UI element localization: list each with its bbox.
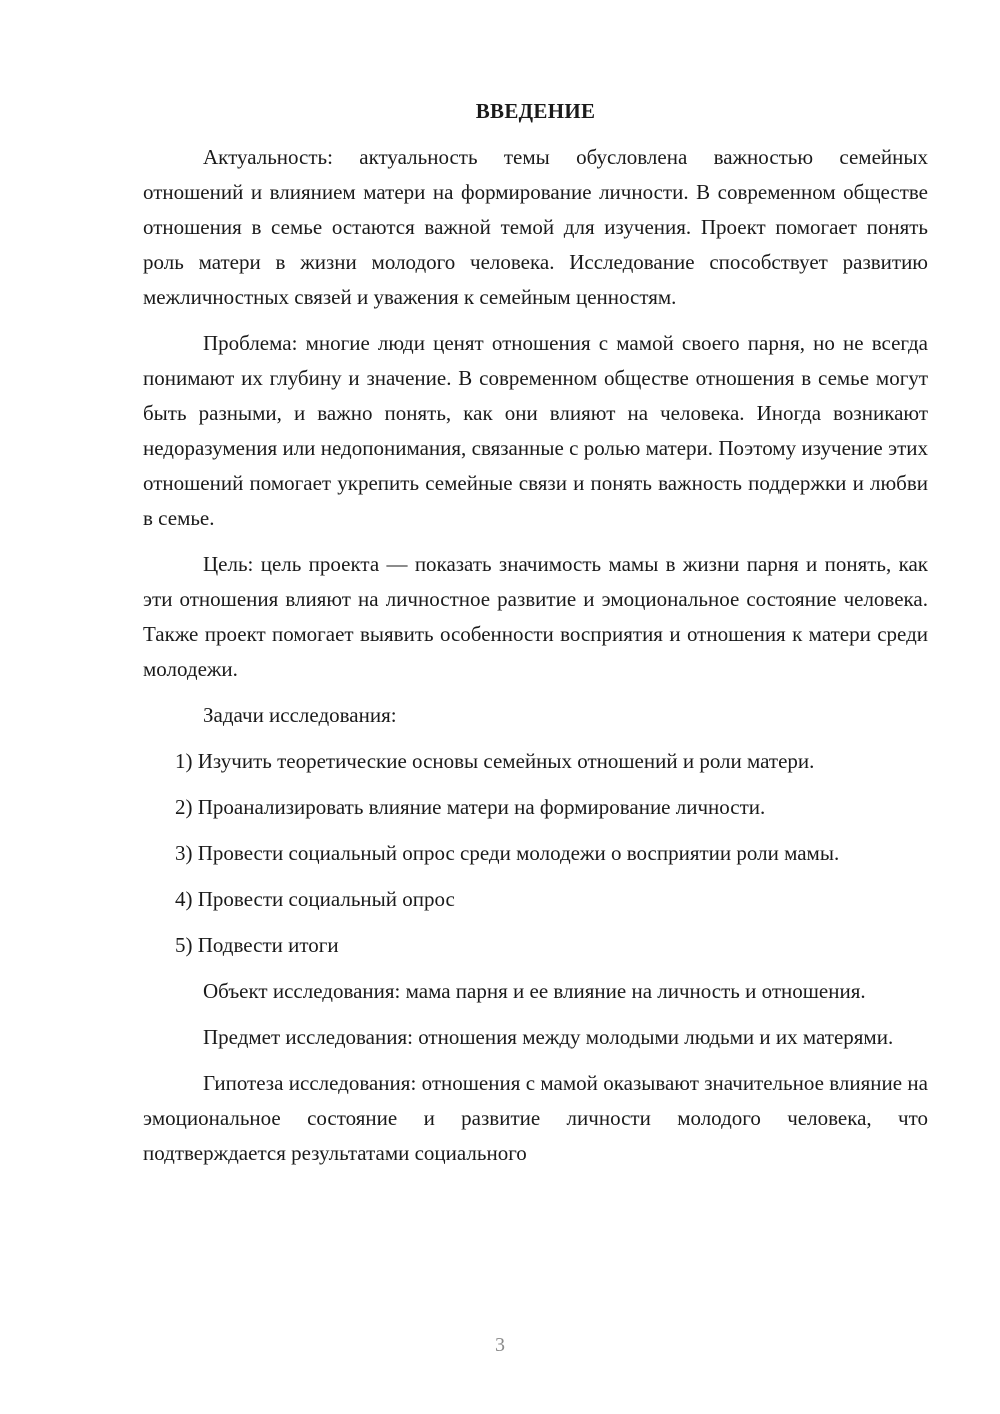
paragraph-goal: Цель: цель проекта — показать значимость мамы в жизни парня и понять, как эти отношения влияют на личностное развитие и эмоциональное состояние человека. Также проект помогает выявить особенности восприятия и отношения к матери среди молодежи.	[143, 552, 928, 681]
paragraph-hypothesis: Гипотеза исследования: отношения с мамой оказывают значительное влияние на эмоциональное состояние и развитие личности молодого человека, что подтверждается результатами социального	[143, 1071, 928, 1165]
paragraph-problem: Проблема: многие люди ценят отношения с мамой своего парня, но не всегда понимают их глубину и значение. В современном обществе отношения в семье могут быть разными, и важно понять, как они влияют на человека. Иногда возникают недоразумения или недопонимания, связанные с ролью матери. Поэтому изучение этих отношений помогает укрепить семейные связи и понять важность поддержки и любви в семье.	[143, 331, 928, 530]
paragraph-object: Объект исследования: мама парня и ее влияние на личность и отношения.	[203, 979, 866, 1003]
document-page	[143, 96, 928, 1182]
task-item: 5) Подвести итоги	[175, 933, 339, 957]
paragraph-relevance: Актуальность: актуальность темы обусловлена важностью семейных отношений и влиянием матери на формирование личности. В современном обществе отношения в семье остаются важной темой для изучения. Проект помогает понять роль матери в жизни молодого человека. Исследование способствует развитию межличностных связей и уважения к семейным ценностям.	[143, 145, 928, 309]
paragraph-subject: Предмет исследования: отношения между молодыми людьми и их матерями.	[203, 1025, 894, 1049]
task-item: 2) Проанализировать влияние матери на формирование личности.	[175, 795, 766, 819]
paragraph-tasks-heading: Задачи исследования:	[203, 703, 397, 727]
page-title: ВВЕДЕНИЕ	[475, 99, 596, 123]
task-item: 1) Изучить теоретические основы семейных отношений и роли матери.	[175, 749, 815, 773]
task-item: 4) Провести социальный опрос	[175, 887, 455, 911]
page-number: 3	[495, 1334, 505, 1356]
task-item: 3) Провести социальный опрос среди молодежи о восприятии роли мамы.	[175, 841, 840, 865]
